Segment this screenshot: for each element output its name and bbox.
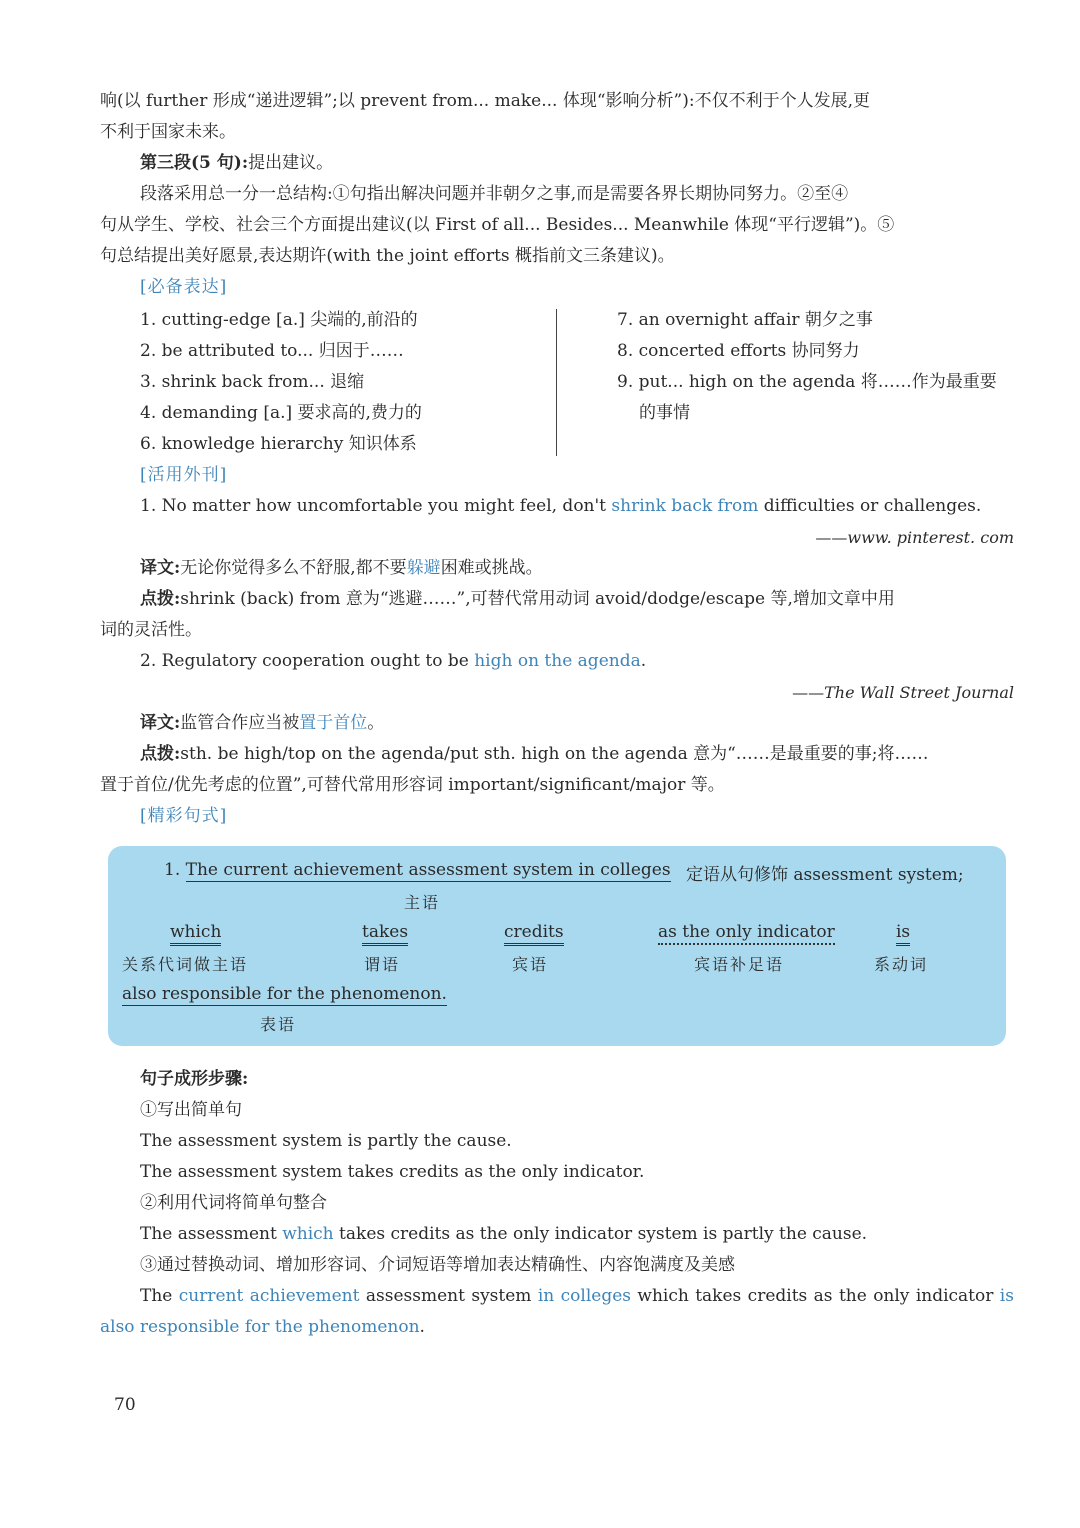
sentence-heading: [精彩句式] — [140, 806, 228, 826]
vocab-item: 3. shrink back from... 退缩 — [140, 372, 365, 392]
example2-tip-line1 — [100, 739, 1014, 770]
example2-sentence — [100, 646, 1014, 677]
translation-label: 译文: — [140, 713, 181, 733]
para1-line1: 响(以 further 形成“递进逻辑”;以 prevent from... make... 体现“影响分析”):不仅不利于个人发展,更 — [100, 91, 870, 111]
word-indicator: as the only indicator — [658, 922, 835, 945]
step2-sentence — [100, 1219, 1014, 1250]
word-is: is — [896, 922, 910, 946]
page-content — [100, 86, 1014, 1343]
step2-title: ②利用代词将简单句整合 — [140, 1193, 327, 1213]
example1-highlight: shrink back from — [611, 496, 759, 516]
vocab-heading: [必备表达] — [140, 277, 228, 297]
translation-highlight: 置于首位 — [299, 713, 368, 733]
example2-highlight: high on the agenda — [474, 651, 641, 671]
vocab-item: 2. be attributed to... 归因于…… — [140, 341, 404, 361]
step1-sentence-a: The assessment system is partly the cause. — [140, 1131, 512, 1151]
example2-translation — [100, 708, 1014, 739]
example1-tip-line2: 词的灵活性。 — [100, 620, 202, 640]
word-takes: takes — [362, 922, 408, 946]
sentence-analysis-box — [108, 846, 1006, 1046]
subject-phrase — [164, 860, 671, 880]
label-credits: 宾语 — [512, 955, 549, 974]
vocab-divider — [556, 309, 557, 456]
section3-body-line1: 段落采用总一分一总结构:①句指出解决问题并非朝夕之事,而是需要各界长期协同努力。②至④ — [140, 184, 849, 204]
vocab-item: 1. cutting-edge [a.] 尖端的,前沿的 — [140, 310, 418, 330]
step1-title: ①写出简单句 — [140, 1100, 242, 1120]
example1-translation — [100, 553, 1014, 584]
step2-pre: The assessment — [140, 1224, 283, 1244]
section3-heading-bold: 第三段(5 句): — [140, 153, 249, 173]
step2-post: takes credits as the only indicator system is partly the cause. — [333, 1224, 868, 1244]
example2-post: . — [640, 651, 647, 671]
translation-label: 译文: — [140, 558, 181, 578]
tip-label: 点拨: — [140, 589, 181, 609]
example1-tip-line1 — [100, 584, 1014, 615]
step3-part: assessment system — [359, 1286, 538, 1306]
predicative-phrase: also responsible for the phenomenon. — [122, 984, 447, 1004]
translation-pre: 无论你觉得多么不舒服,都不要 — [180, 558, 407, 578]
step3-part: . — [419, 1317, 425, 1337]
subject-note: 定语从句修饰 assessment system; — [686, 865, 964, 885]
para1-line2: 不利于国家未来。 — [100, 122, 236, 142]
step3-part: which takes credits as the only indicator — [630, 1286, 1000, 1306]
example2-source: ——The Wall Street Journal — [792, 683, 1014, 702]
sentence-number: 1. — [164, 860, 186, 880]
step3-highlight: in colleges — [537, 1286, 631, 1306]
example1-post: difficulties or challenges. — [758, 496, 982, 516]
vocab-right-column — [617, 305, 1013, 460]
section3-heading — [100, 148, 1014, 179]
label-takes: 谓语 — [364, 955, 401, 974]
word-credits: credits — [504, 922, 564, 946]
translation-highlight: 躲避 — [406, 558, 441, 578]
label-which: 关系代词做主语 — [122, 955, 249, 974]
translation-pre: 监管合作应当被 — [180, 713, 300, 733]
tip-text: sth. be high/top on the agenda/put sth. high on the agenda 意为“……是最重要的事;将…… — [180, 744, 929, 764]
vocab-item: 8. concerted efforts 协同努力 — [617, 341, 860, 361]
translation-post: 。 — [367, 713, 385, 733]
vocab-item: 4. demanding [a.] 要求高的,费力的 — [140, 403, 422, 423]
vocab-item: 7. an overnight affair 朝夕之事 — [617, 310, 873, 330]
example2-pre: 2. Regulatory cooperation ought to be — [140, 651, 475, 671]
step3-highlight: is also responsible for the phenomenon — [100, 1286, 1014, 1337]
translation-post: 困难或挑战。 — [440, 558, 543, 578]
section3-heading-rest: 提出建议。 — [248, 153, 334, 173]
steps-heading: 句子成形步骤: — [140, 1069, 249, 1089]
vocab-item: 6. knowledge hierarchy 知识体系 — [140, 434, 417, 454]
step3-highlight: current achievement — [178, 1286, 360, 1306]
subject-text: The current achievement assessment system in colleges — [185, 860, 671, 880]
section3-body-line3: 句总结提出美好愿景,表达期许(with the joint efforts 概指前文三条建议)。 — [100, 246, 675, 266]
vocab-list — [100, 305, 1014, 460]
vocab-item: 9. put... high on the agenda 将……作为最重要的事情 — [617, 372, 997, 423]
step3-part: The — [140, 1286, 179, 1306]
section3-body-line2: 句从学生、学校、社会三个方面提出建议(以 First of all... Besides... Meanwhile 体现“平行逻辑”)。⑤ — [100, 215, 895, 235]
label-indicator: 宾语补足语 — [694, 955, 785, 974]
example2-tip-line2: 置于首位/优先考虑的位置”,可替代常用形容词 important/significant/major 等。 — [100, 775, 725, 795]
step2-highlight: which — [282, 1224, 334, 1244]
vocab-left-column — [140, 305, 556, 460]
subject-label: 主语 — [404, 893, 441, 912]
tip-label: 点拨: — [140, 744, 181, 764]
external-heading: [活用外刊] — [140, 465, 228, 485]
example1-sentence — [100, 491, 1014, 522]
example1-pre: 1. No matter how uncomfortable you might feel, don't — [140, 496, 612, 516]
word-which: which — [170, 922, 221, 946]
step1-sentence-b: The assessment system takes credits as the only indicator. — [140, 1162, 645, 1182]
step3-sentence — [100, 1281, 1014, 1343]
page-number: 70 — [114, 1395, 136, 1415]
step3-title: ③通过替换动词、增加形容词、介词短语等增加表达精确性、内容饱满度及美感 — [140, 1255, 735, 1275]
example1-source: ——www. pinterest. com — [815, 528, 1014, 547]
tip-text: shrink (back) from 意为“逃避……”,可替代常用动词 avoid/dodge/escape 等,增加文章中用 — [180, 589, 895, 609]
label-is: 系动词 — [874, 955, 929, 974]
predicative-label: 表语 — [260, 1015, 297, 1034]
